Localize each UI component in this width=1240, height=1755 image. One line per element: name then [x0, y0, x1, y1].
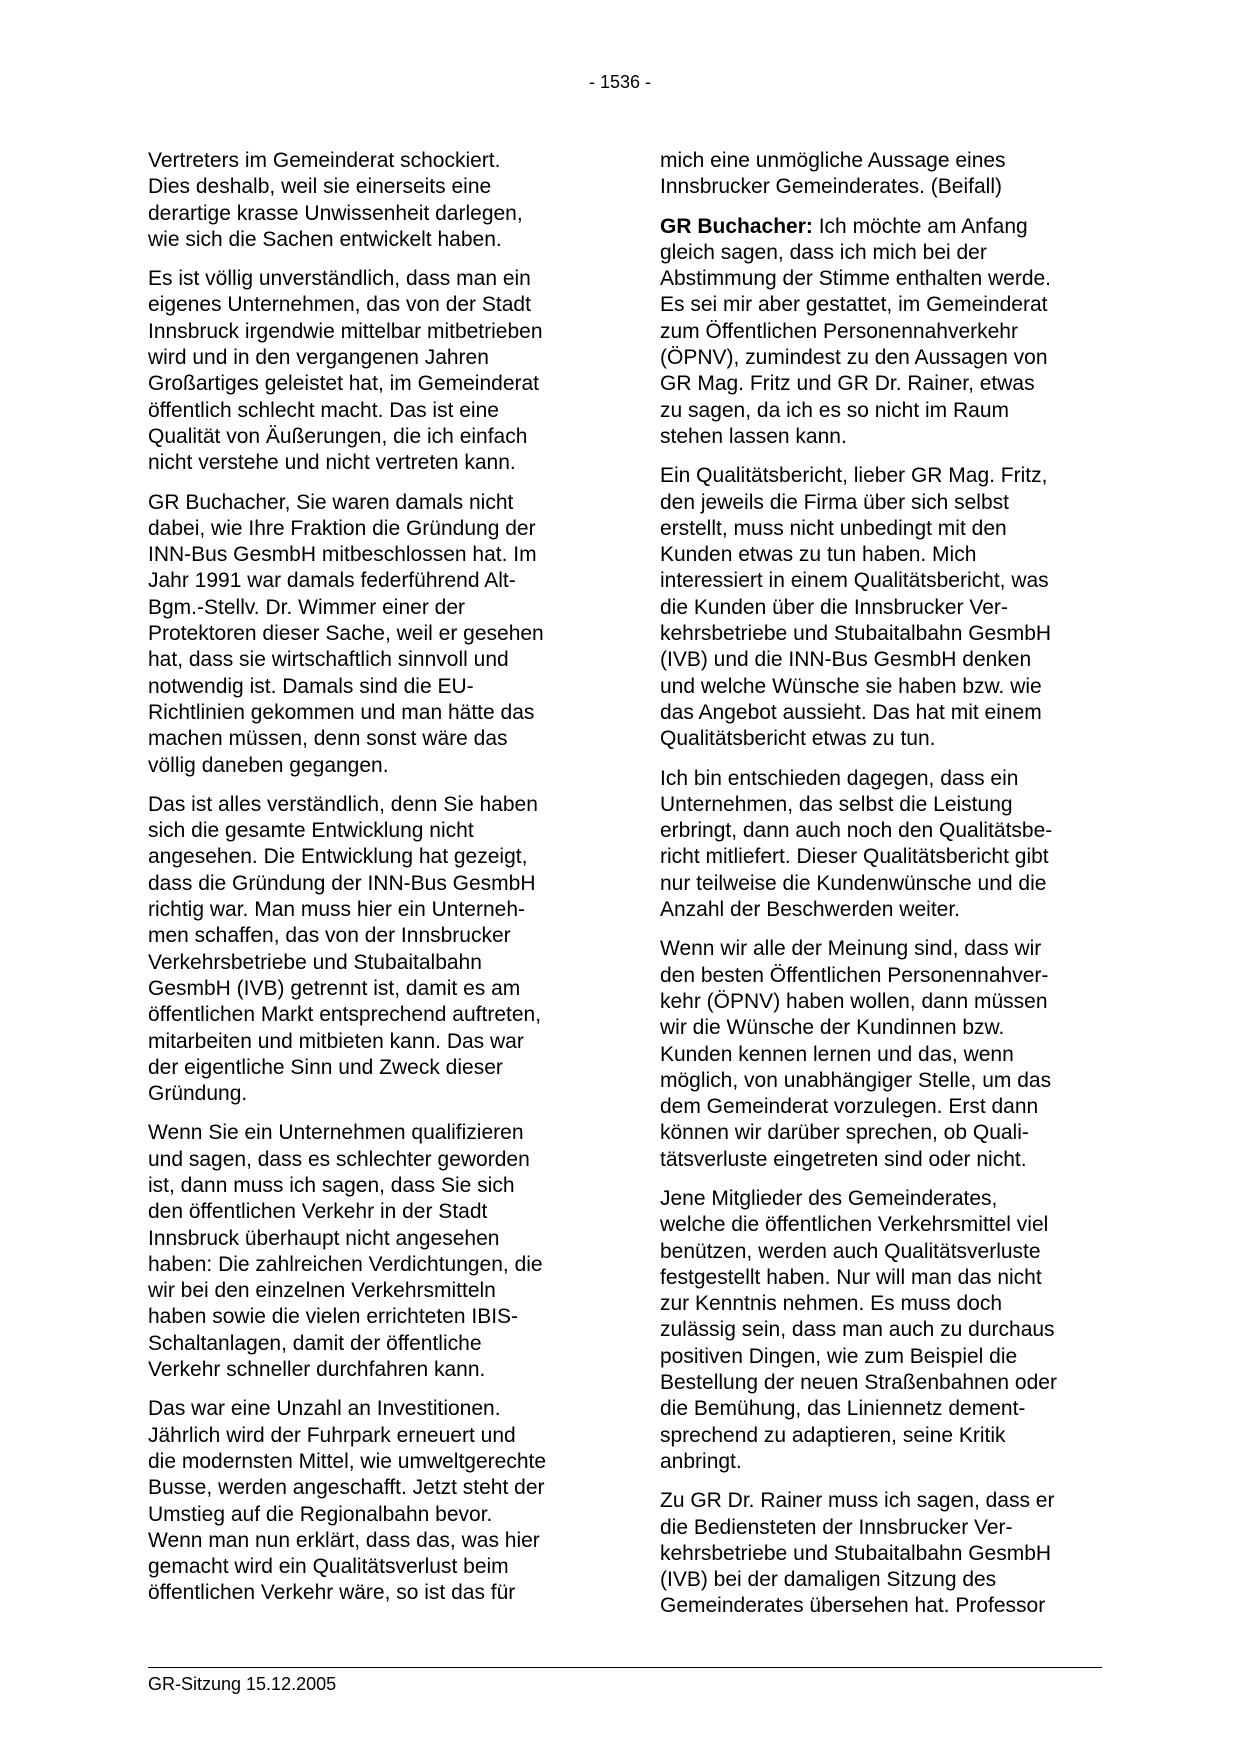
paragraph: Vertreters im Gemeinderat schockiert. Dies deshalb, weil sie einerseits eine derartige krasse Unwissenheit darlegen, wie sich die Sachen entwickelt haben.	[148, 149, 523, 251]
paragraph: Wenn Sie ein Unternehmen qualifizieren und sagen, dass es schlechter geworden ist, dann muss ich sagen, dass Sie sich den öffentlichen Verkehr in der Stadt Innsbruck überhaupt nicht angesehen haben: Die zahlreichen Verdichtungen, die wir bei den einzelnen Verkehrsmitteln haben sowie die vielen errichteten IBIS- Schaltanlagen, damit der öffentliche Verkehr schneller durchfahren kann.	[148, 1121, 543, 1382]
footer-session: GR-Sitzung 15.12.2005	[148, 1674, 337, 1694]
left-column	[148, 148, 588, 1620]
footer-divider	[148, 1667, 1102, 1668]
page-number: - 1536 -	[588, 72, 652, 92]
paragraph: Ein Qualitätsbericht, lieber GR Mag. Fritz, den jeweils die Firma über sich selbst erstellt, muss nicht unbedingt mit den Kunden etwas zu tun haben. Mich interessiert in einem Qualitätsbericht, was die Kunden über die Innsbrucker Ver- kehrsbetriebe und Stubaitalbahn GesmbH (IVB) und die INN-Bus GesmbH denken und welche Wünsche sie haben bzw. wie das Angebot aussieht. Das hat mit einem Qualitätsbericht etwas zu tun.	[660, 464, 1052, 751]
paragraph: Das ist alles verständlich, denn Sie haben sich die gesamte Entwicklung nicht angesehen. Die Entwicklung hat gezeigt, dass die Gründung der INN-Bus GesmbH richtig war. Man muss hier ein Unterneh- men schaffen, das von der Innsbrucker Verkehrsbetriebe und Stubaitalbahn GesmbH (IVB) getrennt ist, damit es am öffentlichen Markt entsprechend auftreten, mitarbeiten und mitbieten kann. Das war der eigentliche Sinn und Zweck dieser Gründung.	[148, 792, 542, 1106]
paragraph: mich eine unmögliche Aussage eines Innsbrucker Gemeinderates. (Beifall)	[660, 149, 1006, 199]
speaker-label: GR Buchacher:	[660, 214, 813, 238]
paragraph: Wenn wir alle der Meinung sind, dass wir den besten Öffentlichen Personennahver- kehr (ÖPNV) haben wollen, dann müssen wir die Wünsche der Kundinnen bzw. Kunden kennen lernen und das, wenn möglich, von unabhängiger Stelle, um das dem Gemeinderat vorzulegen. Erst dann können wir darüber sprechen, ob Quali- tätsverluste eingetreten sind oder nicht.	[660, 937, 1052, 1171]
paragraph: Es ist völlig unverständlich, dass man ein eigenes Unternehmen, das von der Stadt Innsbruck irgendwie mittelbar mitbetrieben wird und in den vergangenen Jahren Großartiges geleistet hat, im Gemeinderat öffentlich schlecht macht. Das ist eine Qualität von Äußerungen, die ich einfach nicht verstehe und nicht vertreten kann.	[148, 267, 543, 475]
paragraph: Zu GR Dr. Rainer muss ich sagen, dass er die Bediensteten der Innsbrucker Ver- kehrsbetriebe und Stubaitalbahn GesmbH (IVB) bei der damaligen Sitzung des Gemeinderates übersehen hat. Professor	[660, 1489, 1055, 1618]
paragraph: Das war eine Unzahl an Investitionen. Jährlich wird der Fuhrpark erneuert und die modernsten Mittel, wie umweltgerechte Busse, werden angeschafft. Jetzt steht der Umstieg auf die Regionalbahn bevor. Wenn man nun erklärt, dass das, was hier gemacht wird ein Qualitätsverlust beim öffentlichen Verkehr wäre, so ist das für	[148, 1397, 547, 1605]
paragraph: Jene Mitglieder des Gemeinderates, welche die öffentlichen Verkehrsmittel viel benützen, werden auch Qualitätsverluste festgestellt haben. Nur will man das nicht zur Kenntnis nehmen. Es muss doch zulässig sein, dass man auch zu durchaus positiven Dingen, wie zum Beispiel die Bestellung der neuen Straßenbahnen oder die Bemühung, das Liniennetz dement- sprechend zu adaptieren, seine Kritik anbringt.	[660, 1186, 1057, 1473]
paragraph: GR Buchacher: Ich möchte am Anfang gleich sagen, dass ich mich bei der Abstimmung der Stimme enthalten werde. Es sei mir aber gestattet, im Gemeinderat zum Öffentlichen Personennahverkehr (ÖPNV), zumindest zu den Aussagen von GR Mag. Fritz und GR Dr. Rainer, etwas zu sagen, da ich es so nicht im Raum stehen lassen kann.	[660, 214, 1052, 448]
right-column	[660, 148, 1100, 1633]
paragraph: GR Buchacher, Sie waren damals nicht dabei, wie Ihre Fraktion die Gründung der INN-Bus GesmbH mitbeschlossen hat. Im Jahr 1991 war damals federführend Alt- Bgm.-Stellv. Dr. Wimmer einer der Protektoren dieser Sache, weil er gesehen hat, dass sie wirtschaftlich sinnvoll und notwendig ist. Damals sind die EU- Richtlinien gekommen und man hätte das machen müssen, denn sonst wäre das völlig daneben gegangen.	[148, 490, 544, 777]
paragraph: Ich bin entschieden dagegen, dass ein Unternehmen, das selbst die Leistung erbringt, dann auch noch den Qualitätsbe- richt mitliefert. Dieser Qualitätsbericht gibt nur teilweise die Kundenwünsche und die Anzahl der Beschwerden weiter.	[660, 766, 1053, 922]
